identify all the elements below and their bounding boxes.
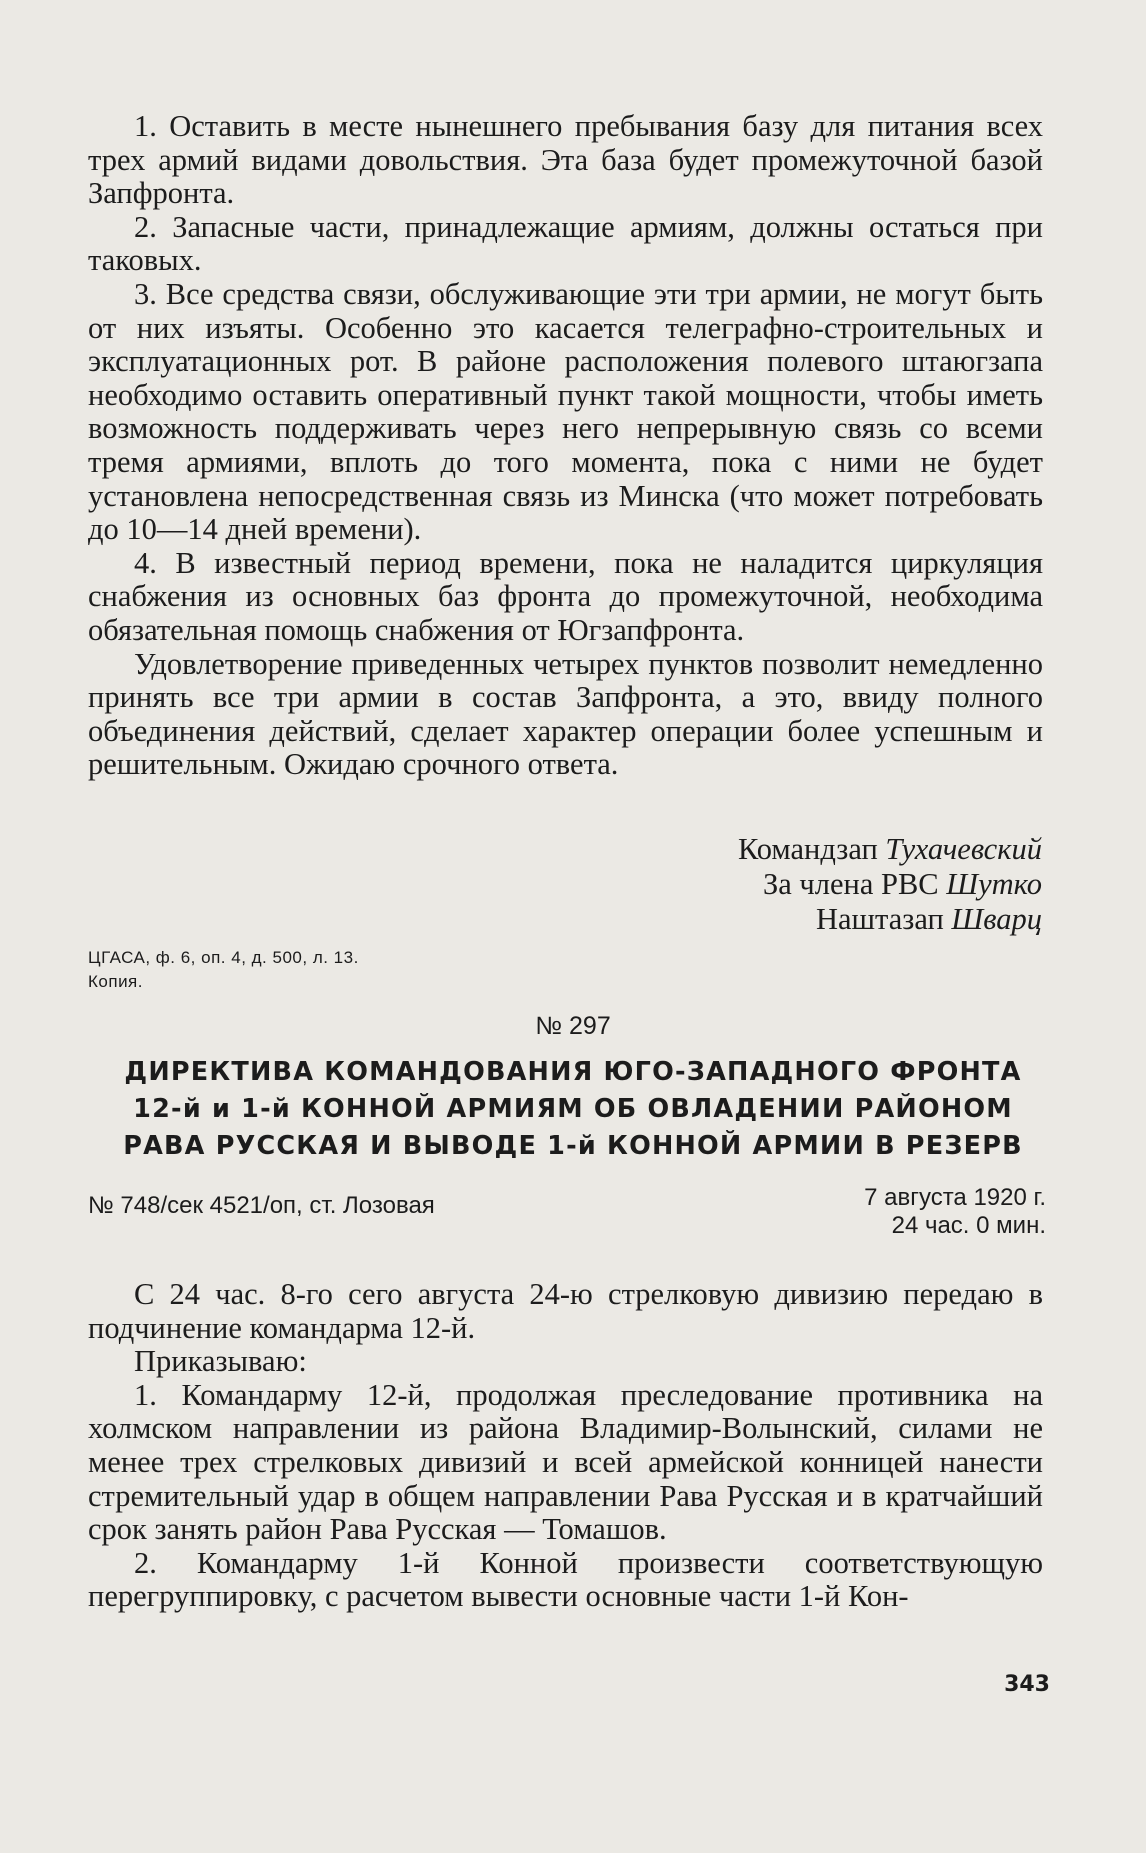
archive-reference: ЦГАСА, ф. 6, оп. 4, д. 500, л. 13. [88, 948, 359, 967]
page-number: 343 [1004, 1672, 1050, 1697]
archive-copy-note: Копия. [88, 972, 143, 991]
archive-note [88, 946, 359, 994]
signature-block [738, 832, 1042, 937]
paragraph: 1. Оставить в месте нынешнего пребывания базу для питания всех трех армий видами довольствия. Эта база будет промежуточной базой Запфронта. [88, 109, 1043, 211]
signature-line [738, 902, 1042, 937]
heading-line: 12-й и 1-й КОННОЙ АРМИЯМ ОБ ОВЛАДЕНИИ РАЙОНОМ [133, 1094, 1013, 1124]
paragraph: Приказываю: [134, 1344, 307, 1379]
paragraph: 2. Запасные части, принадлежащие армиям, должны остаться при таковых. [88, 209, 1043, 278]
signature-name: Шутко [946, 867, 1042, 901]
paragraph: 2. Командарму 1-й Конной произвести соответствующую перегруппировку, с расчетом вывести основные части 1-й Кон- [88, 1545, 1043, 1614]
top-section [88, 110, 1043, 782]
reference-datetime [864, 1184, 1046, 1240]
signature-role: Командзап [737, 832, 878, 866]
reference-date: 7 августа 1920 г. [864, 1184, 1046, 1211]
paragraph: 3. Все средства связи, обслуживающие эти три армии, не могут быть от них изъяты. Особенно это касается телеграфно-строительных и эксплуатационных рот. В районе расположения полевого штаюгзапа необходимо оставить оперативный пункт такой мощности, чтобы иметь возможность поддерживать через него непрерывную связь со всеми тремя армиями, вплоть до того момента, пока с ними не будет установлена непосредственная связь из Минска (что может потребовать до 10—14 дней времени). [88, 276, 1043, 547]
document-heading [88, 1054, 1058, 1165]
signature-name: Шварц [951, 902, 1042, 936]
signature-name: Тухачевский [885, 832, 1042, 866]
signature-line [738, 867, 1042, 902]
signature-line [738, 832, 1042, 867]
reference-number: № 748/сек 4521/оп, ст. Лозовая [88, 1192, 435, 1219]
heading-line: РАВА РУССКАЯ И ВЫВОДЕ 1-й КОННОЙ АРМИИ В РЕЗЕРВ [123, 1131, 1023, 1161]
signature-role: За члена РВС [762, 867, 939, 901]
bottom-section [88, 1278, 1043, 1614]
reference-time: 24 час. 0 мин. [891, 1212, 1046, 1239]
paragraph: Удовлетворение приведенных четырех пунктов позволит немедленно принять все три армии в состав Запфронта, а это, ввиду полного объединения действий, сделает характер операции более успешным и решительным. Ожидаю срочного ответа. [88, 646, 1043, 782]
paragraph: С 24 час. 8-го сего августа 24-ю стрелковую дивизию передаю в подчинение командарма 12-й. [88, 1277, 1043, 1345]
heading-line: ДИРЕКТИВА КОМАНДОВАНИЯ ЮГО-ЗАПАДНОГО ФРОНТА [124, 1057, 1022, 1087]
signature-role: Наштазап [815, 902, 944, 936]
document-number: № 297 [535, 1012, 611, 1040]
paragraph: 1. Командарму 12-й, продолжая преследование противника на холмском направлении из района Владимир-Волынский, силами не менее трех стрелковых дивизий и всей армейской конницей нанести стремительный удар в общем направлении Рава Русская и в кратчайший срок занять район Рава Русская — Томашов. [88, 1377, 1043, 1547]
paragraph: 4. В известный период времени, пока не наладится циркуляция снабжения из основных баз фронта до промежуточной, необходима обязательная помощь снабжения от Югзапфронта. [88, 545, 1043, 647]
